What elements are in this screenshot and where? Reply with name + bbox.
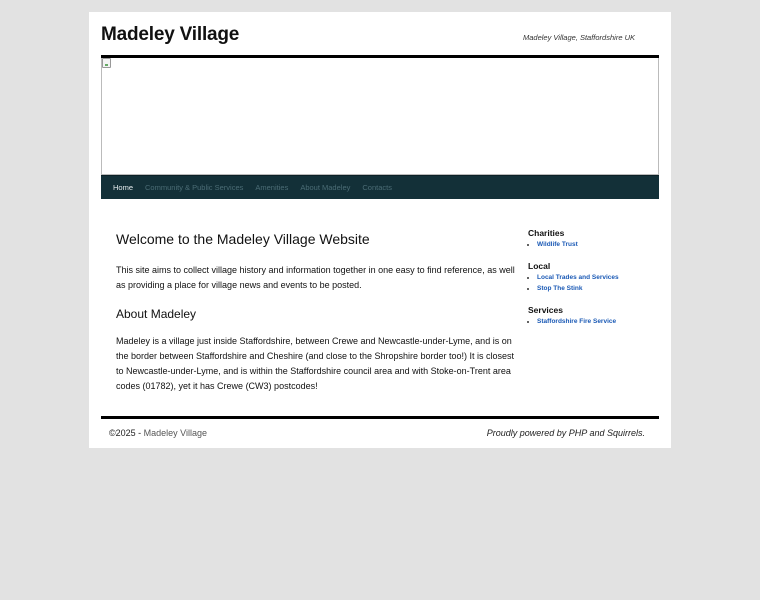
page-container: [89, 12, 671, 448]
nav-item-community-public-services[interactable]: Community & Public Services: [145, 183, 244, 192]
footer-site-link[interactable]: Madeley Village: [143, 428, 208, 438]
widget-charities: [528, 228, 658, 250]
site-title[interactable]: Madeley Village: [101, 24, 240, 45]
footer-divider: [101, 416, 659, 419]
sidebar-link-wildlife-trust[interactable]: • Wildlife Trust: [537, 239, 658, 250]
about-paragraph: Madeley is a village just inside Staffordshire, between Crewe and Newcastle-under-Lyme, and is on the border between Staffordshire and Cheshire (and close to the Shropshire border too!) It is closest to Newcastle-under-Lyme, and is within the Staffordshire council area and with Stoke-on-Trent area codes (01782), yet it has Crewe (CW3) postcodes!: [116, 336, 515, 391]
sidebar-link-fire-service[interactable]: • Staffordshire Fire Service: [537, 316, 658, 327]
widget-title: Services: [528, 305, 563, 315]
nav-item-about-madeley[interactable]: About Madeley: [300, 183, 351, 192]
nav-item-amenities[interactable]: Amenities: [255, 183, 289, 192]
sidebar-link-stop-the-stink[interactable]: • Stop The Stink: [537, 283, 658, 294]
nav-item-contacts[interactable]: Contacts: [362, 183, 392, 192]
copyright-text: ©2025 -: [109, 428, 144, 438]
about-heading: About Madeley: [116, 307, 197, 321]
sidebar-link-local-trades[interactable]: • Local Trades and Services: [537, 272, 658, 283]
nav-item-home[interactable]: Home: [113, 183, 134, 192]
footer-generator[interactable]: Proudly powered by PHP and Squirrels.: [486, 428, 645, 438]
page-heading: Welcome to the Madeley Village Website: [116, 231, 370, 247]
widget-title: Local: [528, 261, 551, 271]
broken-image-icon: [102, 58, 111, 68]
main-navigation: [101, 175, 659, 199]
header-image: [101, 58, 659, 175]
site-description: Madeley Village, Staffordshire UK: [522, 33, 635, 42]
main-content: [116, 231, 516, 391]
widget-title: Charities: [528, 228, 565, 238]
intro-paragraph: This site aims to collect village history and information together in one easy to find reference, as well as providing a place for village news and events to be posted.: [116, 265, 515, 290]
widget-local: [528, 261, 658, 294]
footer-copyright: [109, 428, 207, 438]
sidebar: [528, 228, 658, 338]
widget-services: [528, 305, 658, 327]
